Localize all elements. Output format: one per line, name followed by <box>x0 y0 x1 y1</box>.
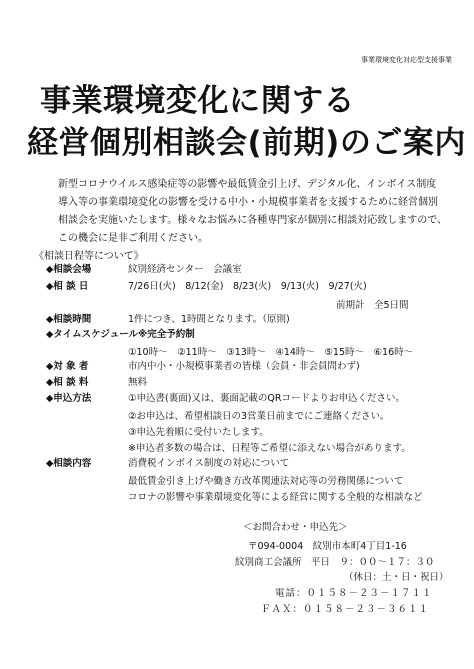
apply-line-4: ※申込者多数の場合は、日程等ご希望に添えない場合があります。 <box>128 443 411 454</box>
intro-line-3: 相談会を実施いたします。様々なお悩みに各種専門家が個別に相談対応致しますので、 <box>58 215 447 226</box>
content-line-1: 消費税インボイス制度の対応について <box>128 458 290 469</box>
apply-line-2: ②お申込は、希望相談日の3営業日前までにご連絡ください。 <box>128 411 390 422</box>
content-row <box>46 457 289 471</box>
contact-tel: 電話：０１５８－２３－１７１１ <box>275 588 433 599</box>
target-label: ◆対 象 者 <box>46 361 89 372</box>
program-tag: 事業環境変化対応型支援事業 <box>361 56 452 64</box>
apply-row <box>46 392 405 406</box>
timetable-slots: ①10時～ ②11時～ ③13時～ ④14時～ ⑤15時～ ⑥16時～ <box>128 347 414 358</box>
apply-line-3: ③申込先着順に受付いたします。 <box>128 427 269 438</box>
fee-label: ◆相 談 料 <box>46 377 89 388</box>
dates-label: ◆相 談 日 <box>46 281 89 292</box>
fee-value: 無料 <box>128 377 148 388</box>
dates-row <box>46 280 367 294</box>
time-label: ◆相談時間 <box>46 314 92 325</box>
intro-paragraph <box>58 176 447 248</box>
content-label: ◆相談内容 <box>46 458 92 469</box>
intro-line-2: 導入等の事業環境変化の影響を受ける中小・小規模事業者を支援するために経営個別 <box>58 197 438 208</box>
intro-line-1: 新型コロナウイルス感染症等の影響や最低賃金引上げ、デジタル化、インボイス制度 <box>58 179 437 190</box>
title-line-1: 事業環境変化に関する <box>40 83 355 119</box>
timetable-label: ◆タイムスケジュール※完全予約制 <box>46 329 195 340</box>
schedule-heading: 《相談日程等について》 <box>34 251 144 262</box>
apply-label: ◆申込方法 <box>46 393 92 404</box>
contact-address: 〒094-0004 紋別市本町4丁目1-16 <box>248 541 407 552</box>
target-value: 市内中小・小規模事業者の皆様（会員・非会員問わず) <box>128 361 360 372</box>
intro-line-4: この機会に是非ご利用ください。 <box>58 233 208 244</box>
timetable-row <box>46 328 195 342</box>
fee-row <box>46 376 147 390</box>
dates-total: 前期計 全5日間 <box>336 300 409 311</box>
contact-heading: ＜お問合わせ・申込先＞ <box>243 522 348 533</box>
venue-row <box>46 263 242 277</box>
venue-label: ◆相談会場 <box>46 264 92 275</box>
dates-value: 7/26日(火) 8/12(金) 8/23(火) 9/13(火) 9/27(火) <box>128 281 367 292</box>
target-row <box>46 360 360 374</box>
content-line-3: コロナの影響や事業環境変化等による経営に関する全般的な相談など <box>128 492 423 503</box>
time-value: 1件につき、1時間となります。（原則) <box>128 314 290 325</box>
time-row <box>46 313 290 327</box>
title-line-2: 経営個別相談会(前期)のご案内 <box>27 125 466 161</box>
venue-value: 紋別経済センター 会議室 <box>128 264 242 275</box>
contact-org-hours: 紋別商工会議所 平日 ９：００～１７：３０ <box>235 557 435 568</box>
contact-holiday: （休日：土・日・祝日） <box>344 572 449 583</box>
content-line-2: 最低賃金引き上げや働き方改革関連法対応等の労務関係について <box>128 476 404 487</box>
contact-fax: ＦＡＸ：０１５８－２３－３６１１ <box>261 604 430 615</box>
apply-line-1: ①申込書(裏面)又は、裏面記載のQRコードよりお申込ください。 <box>128 393 406 404</box>
